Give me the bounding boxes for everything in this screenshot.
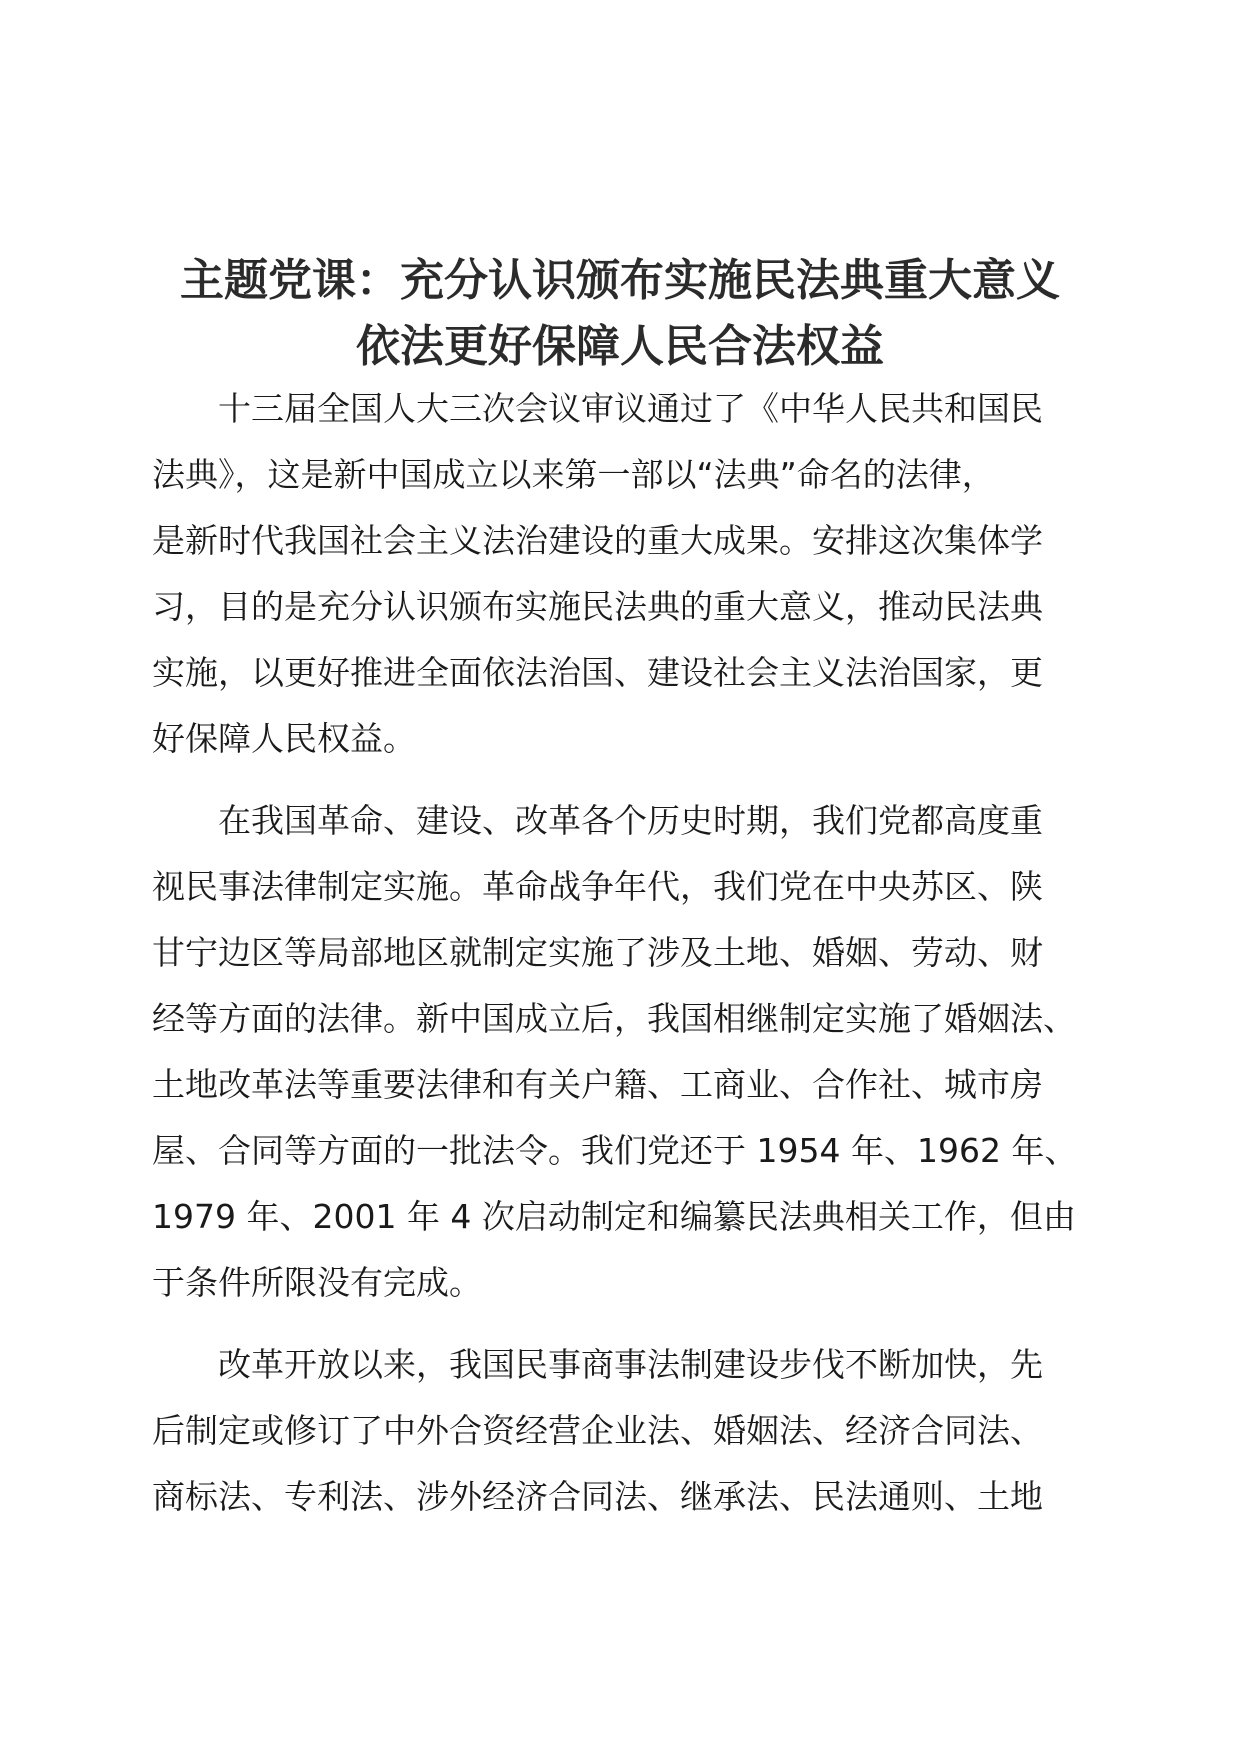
paragraph-line: 改革开放以来，我国民事商事法制建设步伐不断加快，先 <box>218 1345 1043 1384</box>
paragraph-line: 甘宁边区等局部地区就制定实施了涉及土地、婚姻、劳动、财 <box>152 933 1043 972</box>
paragraph-line: 经等方面的法律。新中国成立后，我国相继制定实施了婚姻法、 <box>152 999 1076 1038</box>
document-title <box>150 248 1090 380</box>
paragraph-line: 商标法、专利法、涉外经济合同法、继承法、民法通则、土地 <box>152 1477 1043 1516</box>
paragraph-line: 土地改革法等重要法律和有关户籍、工商业、合作社、城市房 <box>152 1065 1043 1104</box>
paragraph-line: 法典》，这是新中国成立以来第一部以“法典”命名的法律， <box>152 455 995 494</box>
paragraph-line: 是新时代我国社会主义法治建设的重大成果。安排这次集体学 <box>152 521 1043 560</box>
paragraph-line: 1979 年、2001 年 4 次启动制定和编纂民法典相关工作，但由 <box>152 1197 1076 1236</box>
title-line-1: 主题党课：充分认识颁布实施民法典重大意义 <box>180 255 1060 306</box>
paragraph-3 <box>152 1332 1088 1530</box>
paragraph-2 <box>152 788 1088 1316</box>
paragraph-line: 在我国革命、建设、改革各个历史时期，我们党都高度重 <box>218 801 1043 840</box>
paragraph-line: 好保障人民权益。 <box>152 719 416 758</box>
paragraph-line: 后制定或修订了中外合资经营企业法、婚姻法、经济合同法、 <box>152 1411 1043 1450</box>
paragraph-line: 习，目的是充分认识颁布实施民法典的重大意义，推动民法典 <box>152 587 1043 626</box>
document-body <box>152 376 1088 1546</box>
paragraph-1 <box>152 376 1088 772</box>
paragraph-line: 屋、合同等方面的一批法令。我们党还于 1954 年、1962 年、 <box>152 1131 1078 1170</box>
title-line-2: 依法更好保障人民合法权益 <box>356 321 884 372</box>
paragraph-line: 十三届全国人大三次会议审议通过了《中华人民共和国民 <box>218 389 1043 428</box>
paragraph-line: 实施，以更好推进全面依法治国、建设社会主义法治国家，更 <box>152 653 1043 692</box>
paragraph-line: 视民事法律制定实施。革命战争年代，我们党在中央苏区、陕 <box>152 867 1043 906</box>
paragraph-line: 于条件所限没有完成。 <box>152 1263 482 1302</box>
